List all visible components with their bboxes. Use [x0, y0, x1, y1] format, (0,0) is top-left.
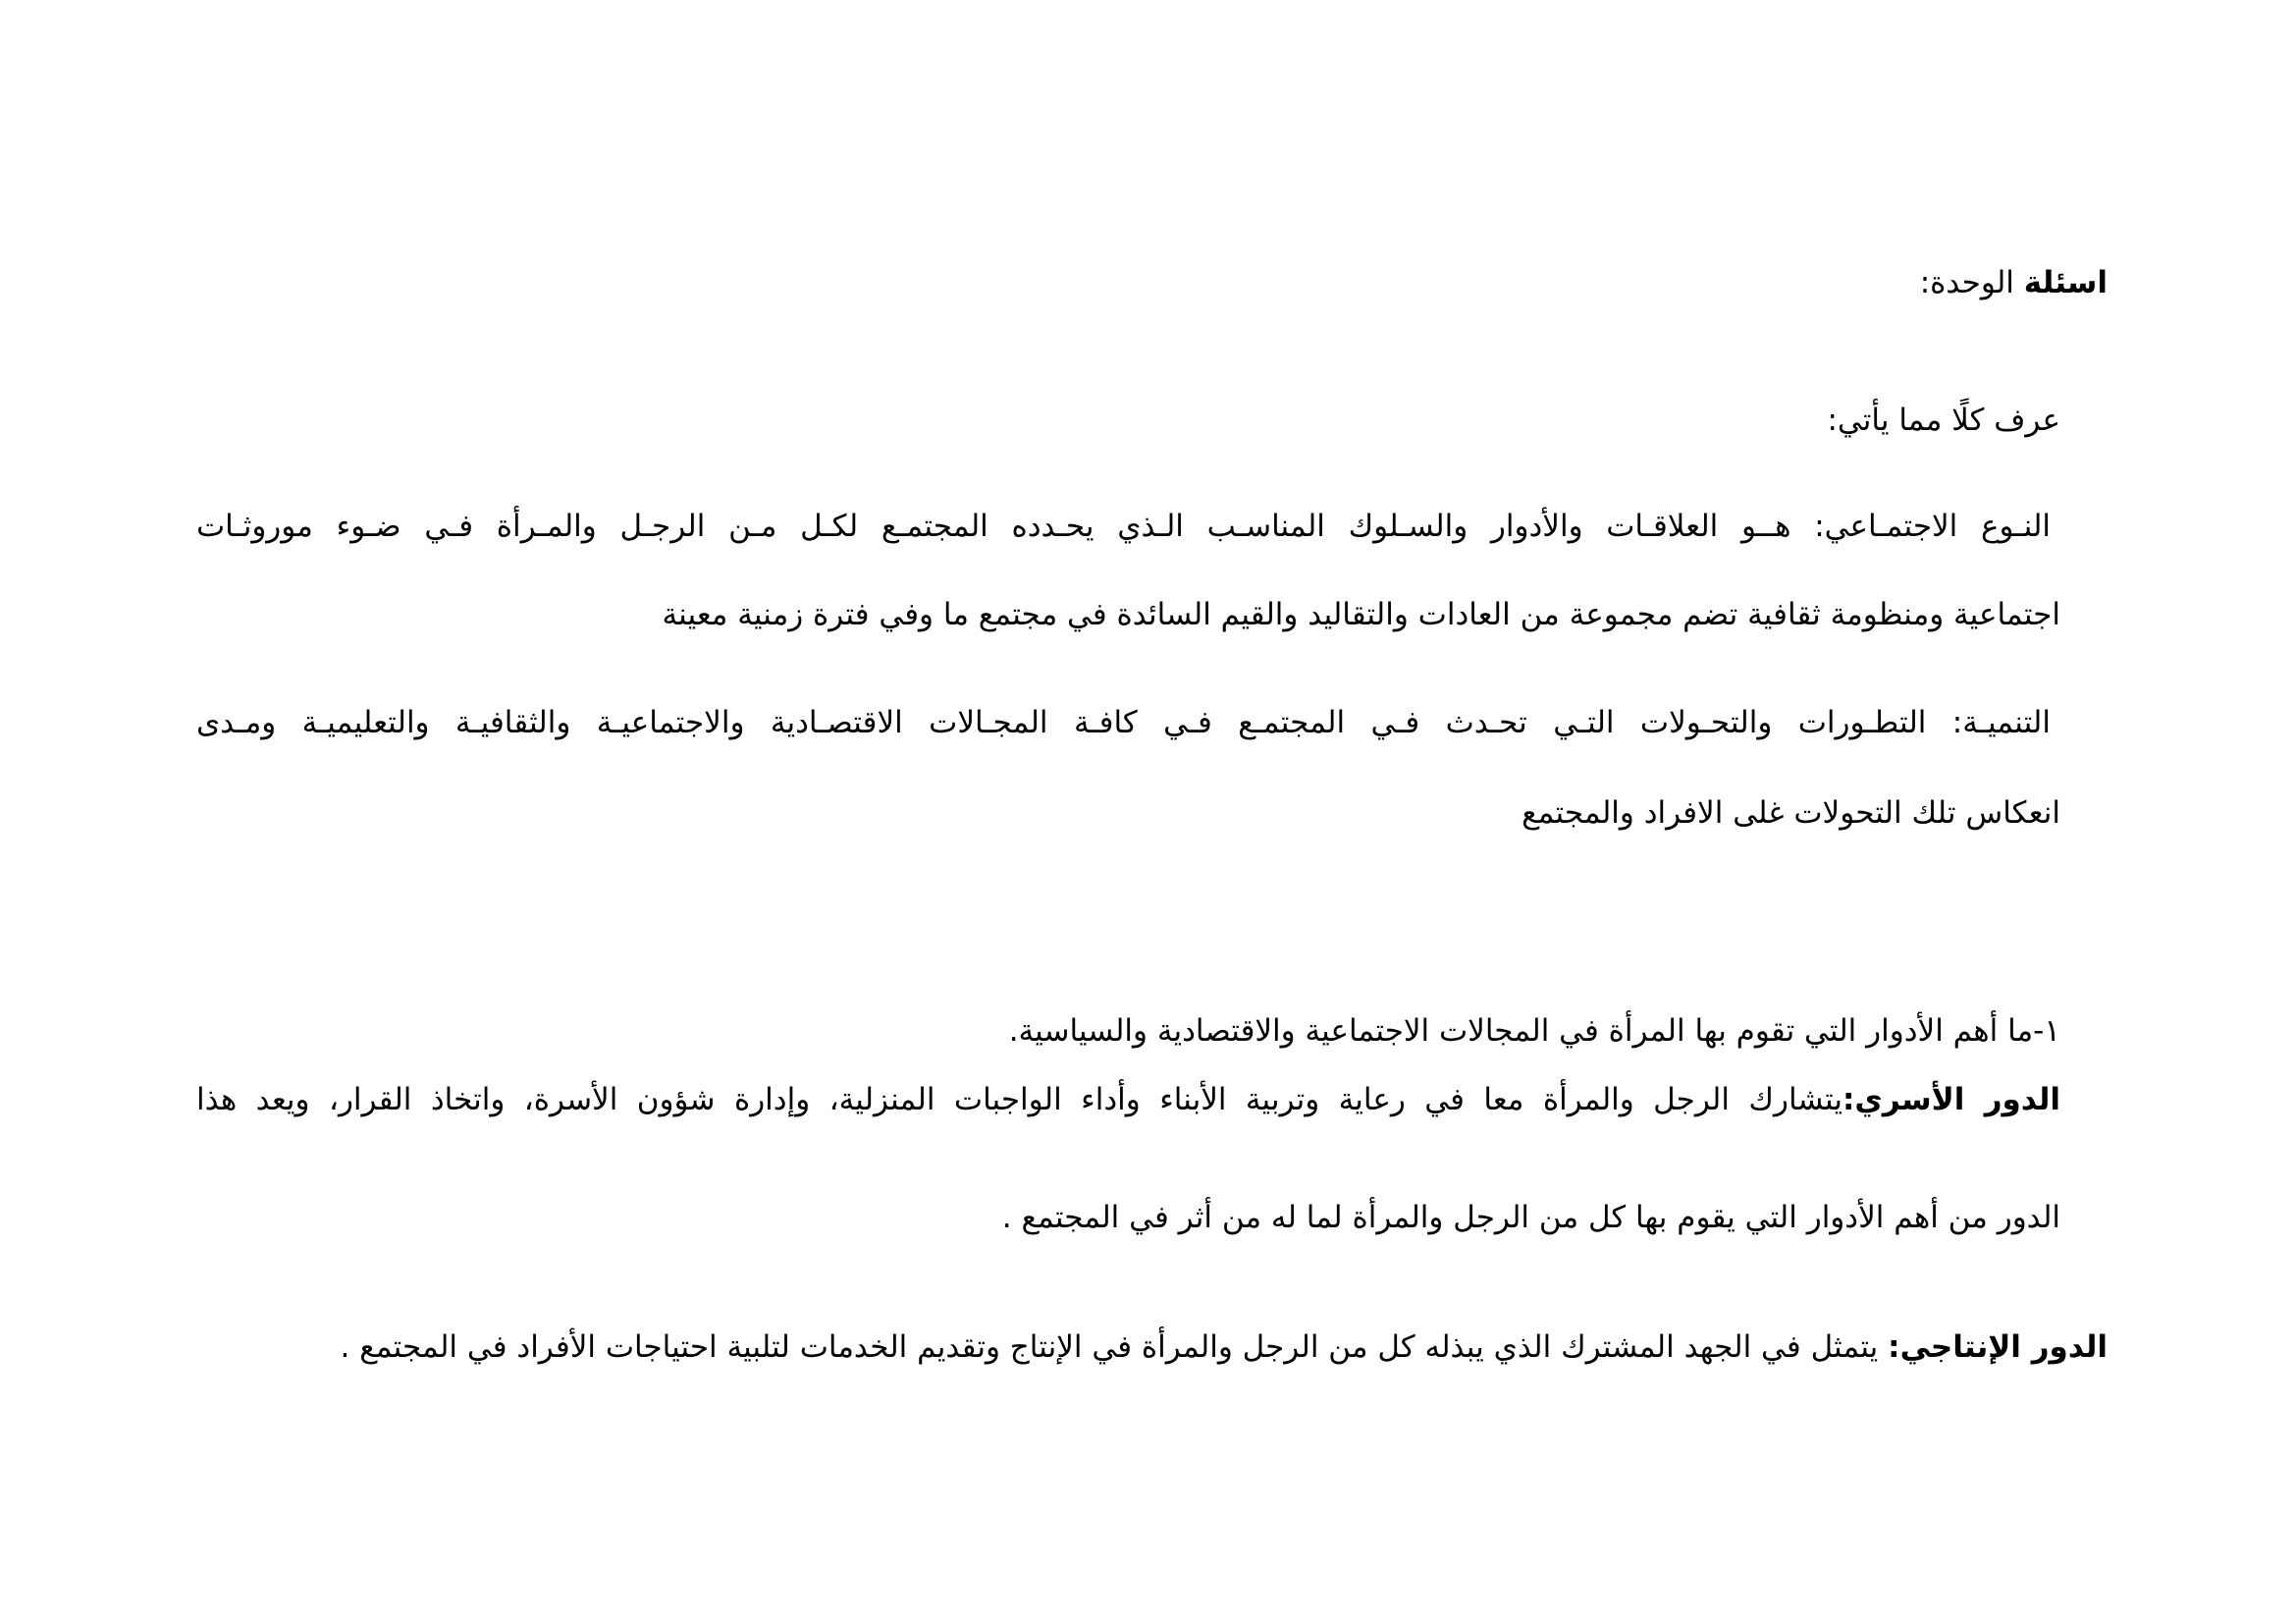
productive-role-line — [341, 1326, 2108, 1369]
gender-definition-line-1: النـوع الاجتمـاعي: هــو العلاقـات والأدوار والسـلوك المناسـب الـذي يحـدده المجتمـع لكـل مـن الرجـل والمـرأة فـي ضـوء موروثـات — [196, 509, 2051, 544]
question-1: ١-ما أهم الأدوار التي تقوم بها المرأة في المجالات الاجتماعية والاقتصادية والسياسية. — [1008, 1013, 2060, 1049]
family-role-line-1 — [196, 1078, 2060, 1121]
family-role-label: الدور الأسري: — [1842, 1082, 2060, 1117]
family-role-line-2: الدور من أهم الأدوار التي يقوم بها كل من الرجل والمرأة لما له من أثر في المجتمع . — [1001, 1200, 2060, 1235]
gender-definition-line-2: اجتماعية ومنظومة ثقافية تضم مجموعة من العادات والتقاليد والقيم السائدة في مجتمع ما وفي فترة زمنية معينة — [662, 597, 2060, 632]
define-heading: عرف كلًا مما يأتي: — [1827, 403, 2060, 438]
development-definition-line-2: انعكاس تلك التحولات غلى الافراد والمجتمع — [1522, 795, 2060, 831]
unit-questions-heading — [1920, 261, 2108, 304]
productive-role-text: يتمثل في الجهد المشترك الذي يبذله كل من الرجل والمرأة في الإنتاج وتقديم الخدمات لتلبية احتياجات الأفراد في المجتمع . — [340, 1329, 1889, 1365]
family-role-text: يتشارك الرجل والمرأة معا في رعاية وتربية الأبناء وأداء الواجبات المنزلية، وإدارة شؤون الأسرة، واتخاذ القرار، ويعد هذا — [196, 1082, 1843, 1117]
productive-role-label: الدور الإنتاجي: — [1888, 1329, 2108, 1365]
unit-questions-bold: اسئلة — [2023, 265, 2108, 300]
unit-questions-rest: الوحدة: — [1919, 265, 2024, 300]
development-definition-line-1: التنميـة: التطـورات والتحـولات التـي تحـدث فـي المجتمـع فـي كافـة المجـالات الاقتصـادية والاجتماعيـة والثقافيـة والتعليميـة ومـدى — [196, 705, 2051, 740]
